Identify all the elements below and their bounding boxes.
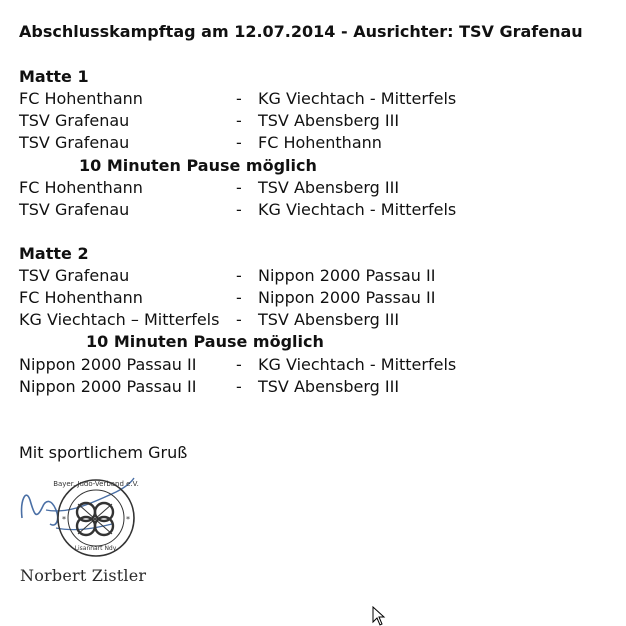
away-team: KG Viechtach - Mitterfels xyxy=(258,89,457,108)
mouse-pointer-icon xyxy=(372,606,386,626)
away-team: TSV Abensberg III xyxy=(258,178,400,197)
home-team: FC Hohenthann xyxy=(19,89,143,108)
home-team: FC Hohenthann xyxy=(19,178,143,197)
versus-separator: - xyxy=(236,288,242,307)
svg-text:*: * xyxy=(62,515,66,524)
home-team: TSV Grafenau xyxy=(19,133,130,152)
svg-text:Bayer. Judo-Verband e.V.: Bayer. Judo-Verband e.V. xyxy=(53,480,139,488)
away-team: TSV Abensberg III xyxy=(258,111,400,130)
versus-separator: - xyxy=(236,266,242,285)
mat1-pause-note: 10 Minuten Pause möglich xyxy=(79,156,317,175)
away-team: Nippon 2000 Passau II xyxy=(258,288,436,307)
home-team: TSV Grafenau xyxy=(19,111,130,130)
mat1-title: Matte 1 xyxy=(19,67,89,86)
away-team: Nippon 2000 Passau II xyxy=(258,266,436,285)
home-team: FC Hohenthann xyxy=(19,288,143,307)
versus-separator: - xyxy=(236,355,242,374)
versus-separator: - xyxy=(236,310,242,329)
home-team: Nippon 2000 Passau II xyxy=(19,355,197,374)
home-team: TSV Grafenau xyxy=(19,200,130,219)
away-team: KG Viechtach - Mitterfels xyxy=(258,200,457,219)
seal-stamp-icon xyxy=(16,470,141,565)
mat2-title: Matte 2 xyxy=(19,244,89,263)
mat2-pause-note: 10 Minuten Pause möglich xyxy=(86,332,324,351)
away-team: FC Hohenthann xyxy=(258,133,382,152)
away-team: TSV Abensberg III xyxy=(258,377,400,396)
document-heading: Abschlusskampftag am 12.07.2014 - Ausrichter: TSV Grafenau xyxy=(19,22,583,41)
away-team: TSV Abensberg III xyxy=(258,310,400,329)
home-team: Nippon 2000 Passau II xyxy=(19,377,197,396)
closing-greeting: Mit sportlichem Gruß xyxy=(19,443,188,462)
versus-separator: - xyxy=(236,200,242,219)
svg-text:Lisannart Ndy.: Lisannart Ndy. xyxy=(74,545,118,552)
versus-separator: - xyxy=(236,178,242,197)
versus-separator: - xyxy=(236,111,242,130)
versus-separator: - xyxy=(236,133,242,152)
home-team: KG Viechtach – Mitterfels xyxy=(19,310,220,329)
away-team: KG Viechtach - Mitterfels xyxy=(258,355,457,374)
svg-text:*: * xyxy=(126,515,130,524)
versus-separator: - xyxy=(236,89,242,108)
home-team: TSV Grafenau xyxy=(19,266,130,285)
signature-name: Norbert Zistler xyxy=(20,566,147,585)
versus-separator: - xyxy=(236,377,242,396)
